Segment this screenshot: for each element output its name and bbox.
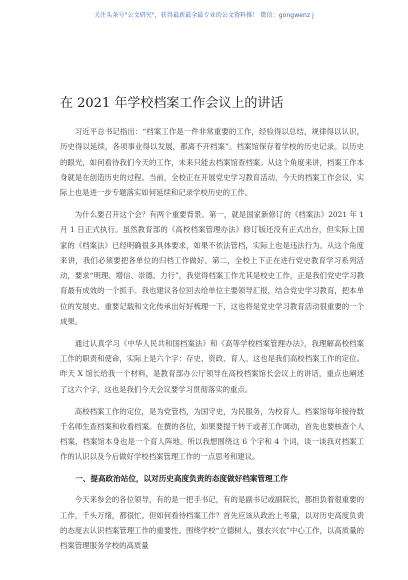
body-paragraph: 为什么要召开这个会？有两个重要背景。第一，就是国家新修订的《档案法》2021 年 1 月 1 日正式执行。虽然教育部的《高校档案管理办法》修订版还没有正式出台，但实际上国家的《档案法》已经明确很多具体要求，如果不依法管档，实际上也是违法行为。从这个角度来讲，我们必须要把各单位的归档工作做好。第二，全校上下正在进行党史教育学习系列活动，要求“明理、增信、崇德、力行”，我觉得档案工作尤其是校史工作，正是我们党史学习教育最有成效的一个抓手。我也建议各位回去给单位主要领导汇报，结合党史学习教育，把本单位的发展史、重要记载和文化传承出好好梳理一下，这也将是党史学习教育活动很重要的一个成果。 xyxy=(60,209,364,327)
body-paragraph: 习近平总书记指出：“档案工作是一件非常重要的工作，经验得以总结，规律得以认识，历史得以延续，各项事业得以发展，都离不开档案”。档案馆保存着学校的历史记录。以历史的眼光，如何看待我们今天的工作，未来只能去档案馆查档案。从这个角度来讲，档案工作本身就是在创造历史的过程。当前，全校正在开展党史学习教育活动，今天的档案工作会议，实际上也是进一步专题落实如何延续和记录学校历史的工作。 xyxy=(60,127,364,198)
body-paragraph: 今天来参会的各位领导，有的是一把手书记，有的是副书记或副院长，都担负着很重要的工作，千头万绪，都很忙。但如何看待档案工作？首先应该从政治上考量，以对历史高度负责的态度去认识档案管理工作的重要性。围绕学校“立德树人，强农兴农”中心工作，以高质量的档案管理服务学校的高质量 xyxy=(60,495,364,551)
top-banner xyxy=(0,0,408,28)
body-paragraph: 通过认真学习《中华人民共和国档案法》和《高等学校档案管理办法》，我理解高校档案工作的职责和使命，实际上是六个字：存史、资政、育人。这也是我们高校档案工作的定位。昨天 X 馆长给我一个材料，是教育部办公厅领导在高校档案馆长会议上的讲话，重点也阐述了这六个字，这也是我们今天会议要学习贯彻落实的重点。 xyxy=(60,338,364,394)
document-title: 在 2021 年学校档案工作会议上的讲话 xyxy=(60,96,284,111)
banner-text: 关注头条号"公文研究"，获得最新最全最专业的公文资料推！ 微信：gongwenz j xyxy=(94,11,314,19)
section-heading: 一、提高政治站位，以对历史高度负责的态度做好档案管理工作 xyxy=(75,474,288,484)
body-paragraph: 高校档案工作的定位，是为党管档，为国守史，为民服务，为校育人。档案馆每年接待数千名师生查档案和收看档案。在撰的各位，如果要提干转干或者工作调动，首先也要核查个人档案，档案馆本身也是一个育人阵地。所以我想围绕这 6 个字和 4 个词，谈一谈我对档案工作的认识以及今后做好学校档案管理工作的一点思考和建议。 xyxy=(60,406,364,462)
document-body xyxy=(60,124,364,553)
